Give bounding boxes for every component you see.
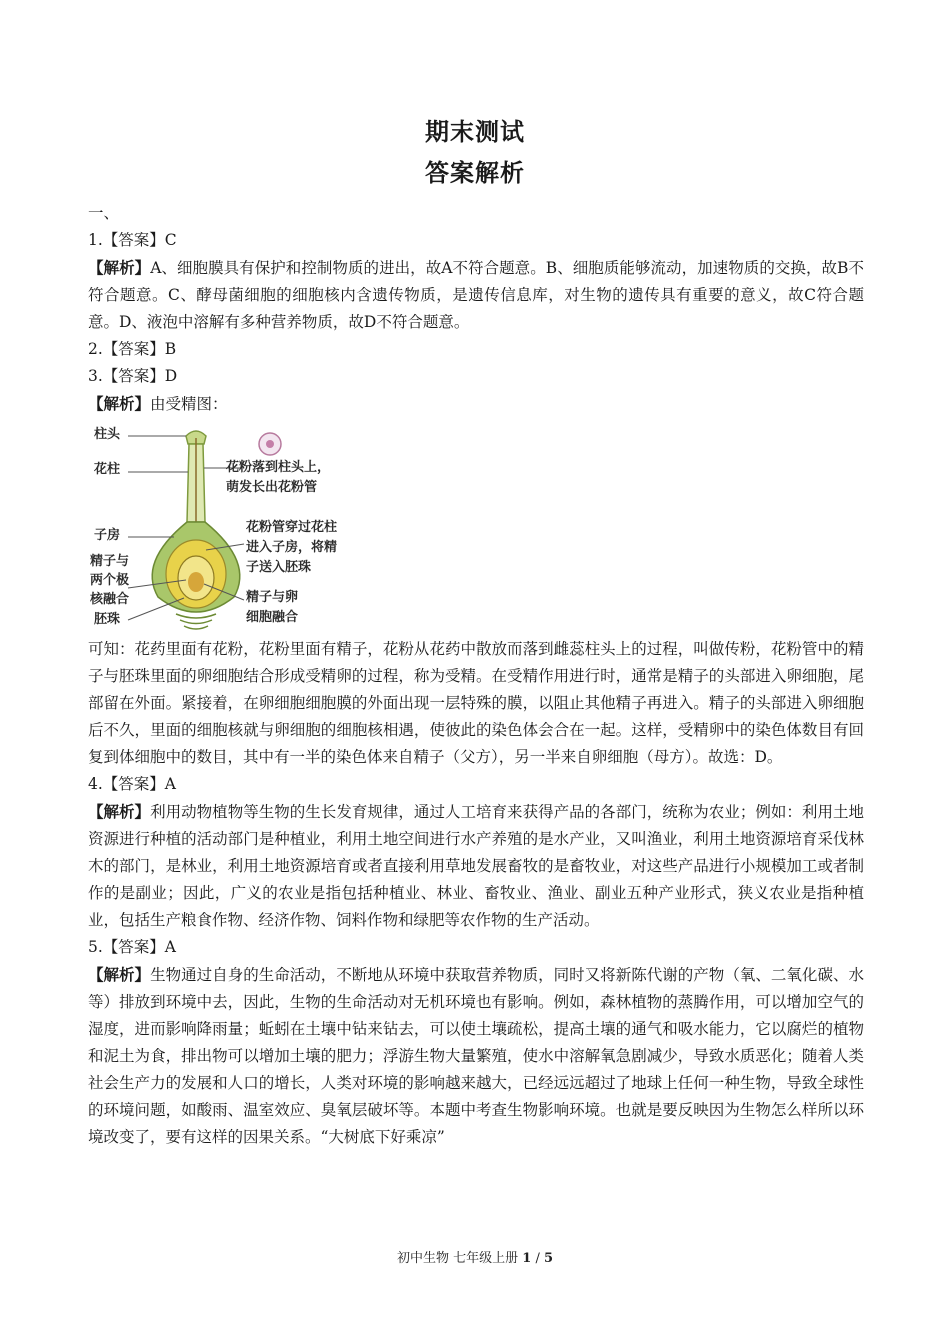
- footer-page-number: 1: [522, 1251, 532, 1266]
- label-pollination-1: 花粉落到柱头上，: [226, 460, 331, 475]
- label-egg-fusion-1: 精子与卵: [246, 590, 299, 605]
- label-stigma: 柱头: [94, 427, 121, 442]
- q5-analysis-text: 生物通过自身的生命活动，不断地从环境中获取营养物质，同时又将新陈代谢的产物（氧、二氧化碳、水等）排放到环境中去，因此，生物的生命活动对无机环境也有影响。例如，森林植物的蒸腾作用，可以增加空气的湿度，进而影响降雨量；蚯蚓在土壤中钻来钻去，可以使土壤疏松，提高土壤的通气和吸水能力，它以腐烂的植物和泥土为食，排出物可以增加土壤的肥力；浮游生物大量繁殖，使水中溶解氧急剧减少，导致水质恶化；随着人类社会生产力的发展和人口的增长，人类对环境的影响越来越大，已经远远超过了地球上任何一种生物，导致全球性的环境问题，如酸雨、温室效应、臭氧层破坏等。本题中考查生物影响环境。也就是要反映因为生物怎么样所以环境改变了，要有这样的因果关系。“大树底下好乘凉”: [88, 966, 864, 1146]
- q5-analysis: [88, 961, 864, 1151]
- q3-analysis-text: 可知：花药里面有花粉，花粉里面有精子，花粉从花药中散放而落到雌蕊柱头上的过程，叫做传粉，花粉管中的精子与胚珠里面的卵细胞结合形成受精卵的过程，称为受精。在受精作用进行时，通常是精子的头部进入卵细胞，尾部留在外面。紧接着，在卵细胞细胞膜的外面出现一层特殊的膜，以阻止其他精子再进入。精子的头部进入卵细胞后不久，里面的细胞核就与卵细胞的细胞核相遇，使彼此的染色体会合在一起。这样，受精卵中的染色体数目有回复到体细胞中的数目，其中有一半的染色体来自精子（父方），另一半来自卵细胞（母方）。故选：D。: [88, 640, 864, 766]
- q4-analysis-tag: 【解析】: [88, 802, 151, 821]
- q1-answer-line: [88, 227, 864, 254]
- q1-analysis: [88, 254, 864, 336]
- q5-answer: 【答案】A: [102, 938, 176, 956]
- q3-answer-line: [88, 363, 864, 390]
- q5-number: 5.: [88, 938, 103, 956]
- q1-answer: 【答案】C: [102, 231, 177, 249]
- label-tube-1: 花粉管穿过花柱: [246, 520, 338, 535]
- footer-separator: /: [531, 1251, 544, 1266]
- q5-answer-line: [88, 934, 864, 961]
- label-ovule: 胚珠: [94, 612, 121, 627]
- q3-answer: 【答案】D: [102, 367, 178, 385]
- footer-course: 初中生物 七年级上册: [396, 1251, 519, 1266]
- q3-intro-text: 由受精图：: [150, 395, 228, 413]
- q1-number: 1.: [88, 231, 103, 249]
- document-body: [88, 200, 864, 1151]
- q4-analysis-text: 利用动物植物等生物的生长发育规律，通过人工培育来获得产品的各部门，统称为农业；例如：利用土地资源进行种植的活动部门是种植业，利用土地空间进行水产养殖的是水产业，又叫渔业，利用土地资源培育采伐林木的部门，是林业，利用土地资源培育或者直接利用草地发展畜牧的是畜牧业，对这些产品进行小规模加工或者制作的是副业；因此，广义的农业是指包括种植业、林业、畜牧业、渔业、副业五种产业形式，狭义农业是指种植业，包括生产粮食作物、经济作物、饲料作物和绿肥等农作物的生产活动。: [88, 803, 864, 929]
- label-ovary: 子房: [94, 528, 121, 543]
- q3-analysis-tag: 【解析】: [88, 394, 151, 413]
- label-polar-fusion-3: 核融合: [90, 592, 130, 607]
- q4-answer-line: [88, 771, 864, 798]
- page-footer: [0, 1247, 950, 1266]
- page-subtitle: 答案解析: [425, 159, 525, 187]
- q2-number: 2.: [88, 340, 103, 358]
- label-tube-3: 子送入胚珠: [246, 560, 312, 575]
- fertilization-diagram: [88, 422, 378, 634]
- label-pollination-2: 萌发长出花粉管: [226, 480, 318, 495]
- q1-analysis-text: A、细胞膜具有保护和控制物质的进出，故A不符合题意。B、细胞质能够流动，加速物质的交换，故B不符合题意。C、酵母菌细胞的细胞核内含遗传物质，是遗传信息库，对生物的遗传具有重要的意义，故C符合题意。D、液泡中溶解有多种营养物质，故D不符合题意。: [88, 259, 864, 331]
- q3-analysis-intro: [88, 390, 864, 418]
- footer-page-total: 5: [543, 1251, 554, 1266]
- label-egg-fusion-2: 细胞融合: [246, 610, 299, 625]
- q4-answer: 【答案】A: [102, 775, 176, 793]
- label-tube-2: 进入子房，将精: [246, 540, 338, 555]
- section-heading: 一、: [88, 204, 120, 222]
- page-title: 期末测试: [425, 118, 525, 146]
- q5-analysis-tag: 【解析】: [88, 965, 151, 984]
- q4-number: 4.: [88, 775, 103, 793]
- q2-answer-line: [88, 336, 864, 363]
- label-polar-fusion-2: 两个极: [90, 573, 130, 588]
- q2-answer: 【答案】B: [102, 340, 177, 358]
- q1-analysis-tag: 【解析】: [88, 258, 151, 277]
- q3-number: 3.: [88, 367, 103, 385]
- q4-analysis: [88, 798, 864, 934]
- label-style: 花柱: [94, 462, 121, 477]
- label-polar-fusion-1: 精子与: [90, 554, 130, 569]
